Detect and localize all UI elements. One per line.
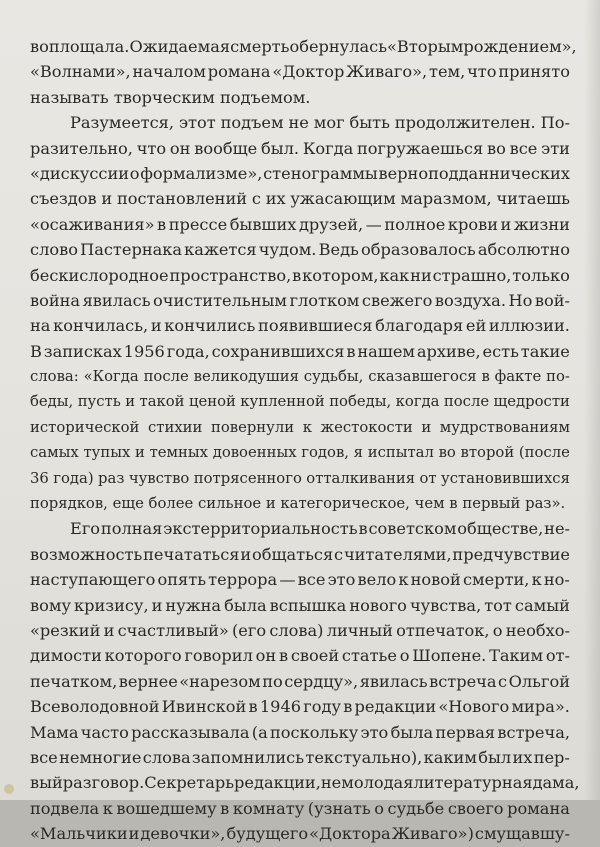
text-line: «Мальчики и девочки», будущего «Доктора Живаго») смущавшу- [30, 824, 570, 844]
text-line: съездов и постановлений с их ужасающим маразмом, читаешь [30, 189, 570, 209]
text-line: порядков, еще более сильное и категорическое, чем в первый раз». [30, 495, 566, 513]
text-line: слово Пастернака кажется чудом. Ведь образовалось абсолютно [30, 240, 570, 260]
text-line: война явилась очистительным глотком свежего воздуха. Но вой- [30, 290, 570, 310]
text-line: беды, пусть и такой ценой купленной победы, когда после щедрости [30, 393, 570, 411]
page-edge-shadow [584, 0, 600, 800]
text-line: Всеволодовной Ивинской в 1946 году в редакции «Нового мира». [30, 697, 570, 717]
text-line: «дискуссии о формализме», стенограммы верноподданнических [30, 163, 570, 183]
text-line: разительно, что он вообще был. Когда погружаешься во все эти [30, 138, 570, 158]
text-line: вый разговор. Секретарь редакции, немолодая литературная дама, [30, 773, 580, 793]
text-line: Мама часто рассказывала (а поскольку это была первая встреча, [30, 722, 570, 742]
text-line: самых тупых и темных довоенных годов, я испытал во второй (после [30, 444, 570, 462]
text-line: воплощала. Ожидаемая смерть обернулась «Вторым рождением», [30, 37, 577, 56]
text-line: называть творческим подъемом. [30, 87, 311, 107]
text-line: «осаживания» в прессе бывших друзей, — полное крови и жизни [30, 214, 570, 234]
text-line: вому кризису, и нужна была вспышка нового чувства, тот самый [30, 595, 570, 615]
text-line: димости которого говорил он в своей статье о Шопене. Таким от- [30, 646, 570, 666]
text-line: исторической стихии повернули к жестокости и мудрствованиям [30, 418, 570, 436]
text-line: подвела к вошедшему в комнату (узнать о судьбе своего романа [30, 798, 570, 818]
corner-mark [4, 784, 14, 794]
page-text-block [30, 34, 580, 847]
text-line: слова: «Когда после великодушия судьбы, сказавшегося в факте по- [30, 368, 570, 386]
text-line: В записках 1956 года, сохранившихся в нашем архиве, есть такие [30, 341, 570, 361]
text-line: возможность печататься и общаться с читателями, предчувствие [30, 544, 570, 564]
text-line: «резкий и счастливый» (его слова) личный отпечаток, о необхо- [30, 620, 570, 640]
text-line: печатком, вернее «нарезом по сердцу», явилась встреча с Ольгой [30, 671, 570, 691]
text-line: Разумеется, этот подъем не мог быть продолжителен. По- [70, 113, 570, 133]
text-line: 36 года) раз чувство потрясенного отталкивания от установившихся [30, 469, 570, 487]
text-line: «Волнами», началом романа «Доктор Живаго», тем, что принято [30, 62, 570, 82]
text-line: бескислородное пространство, в котором, как ни страшно, только [30, 265, 570, 285]
text-line: на кончилась, и кончились появившиеся благодаря ей иллюзии. [30, 316, 570, 336]
text-line: все немногие слова запомнились текстуально), каким был их пер- [30, 747, 570, 767]
text-line: Его полная экстерриториальность в советском обществе, не- [70, 519, 570, 539]
text-line: наступающего опять террора — все это вело к новой смерти, к но- [30, 570, 570, 590]
